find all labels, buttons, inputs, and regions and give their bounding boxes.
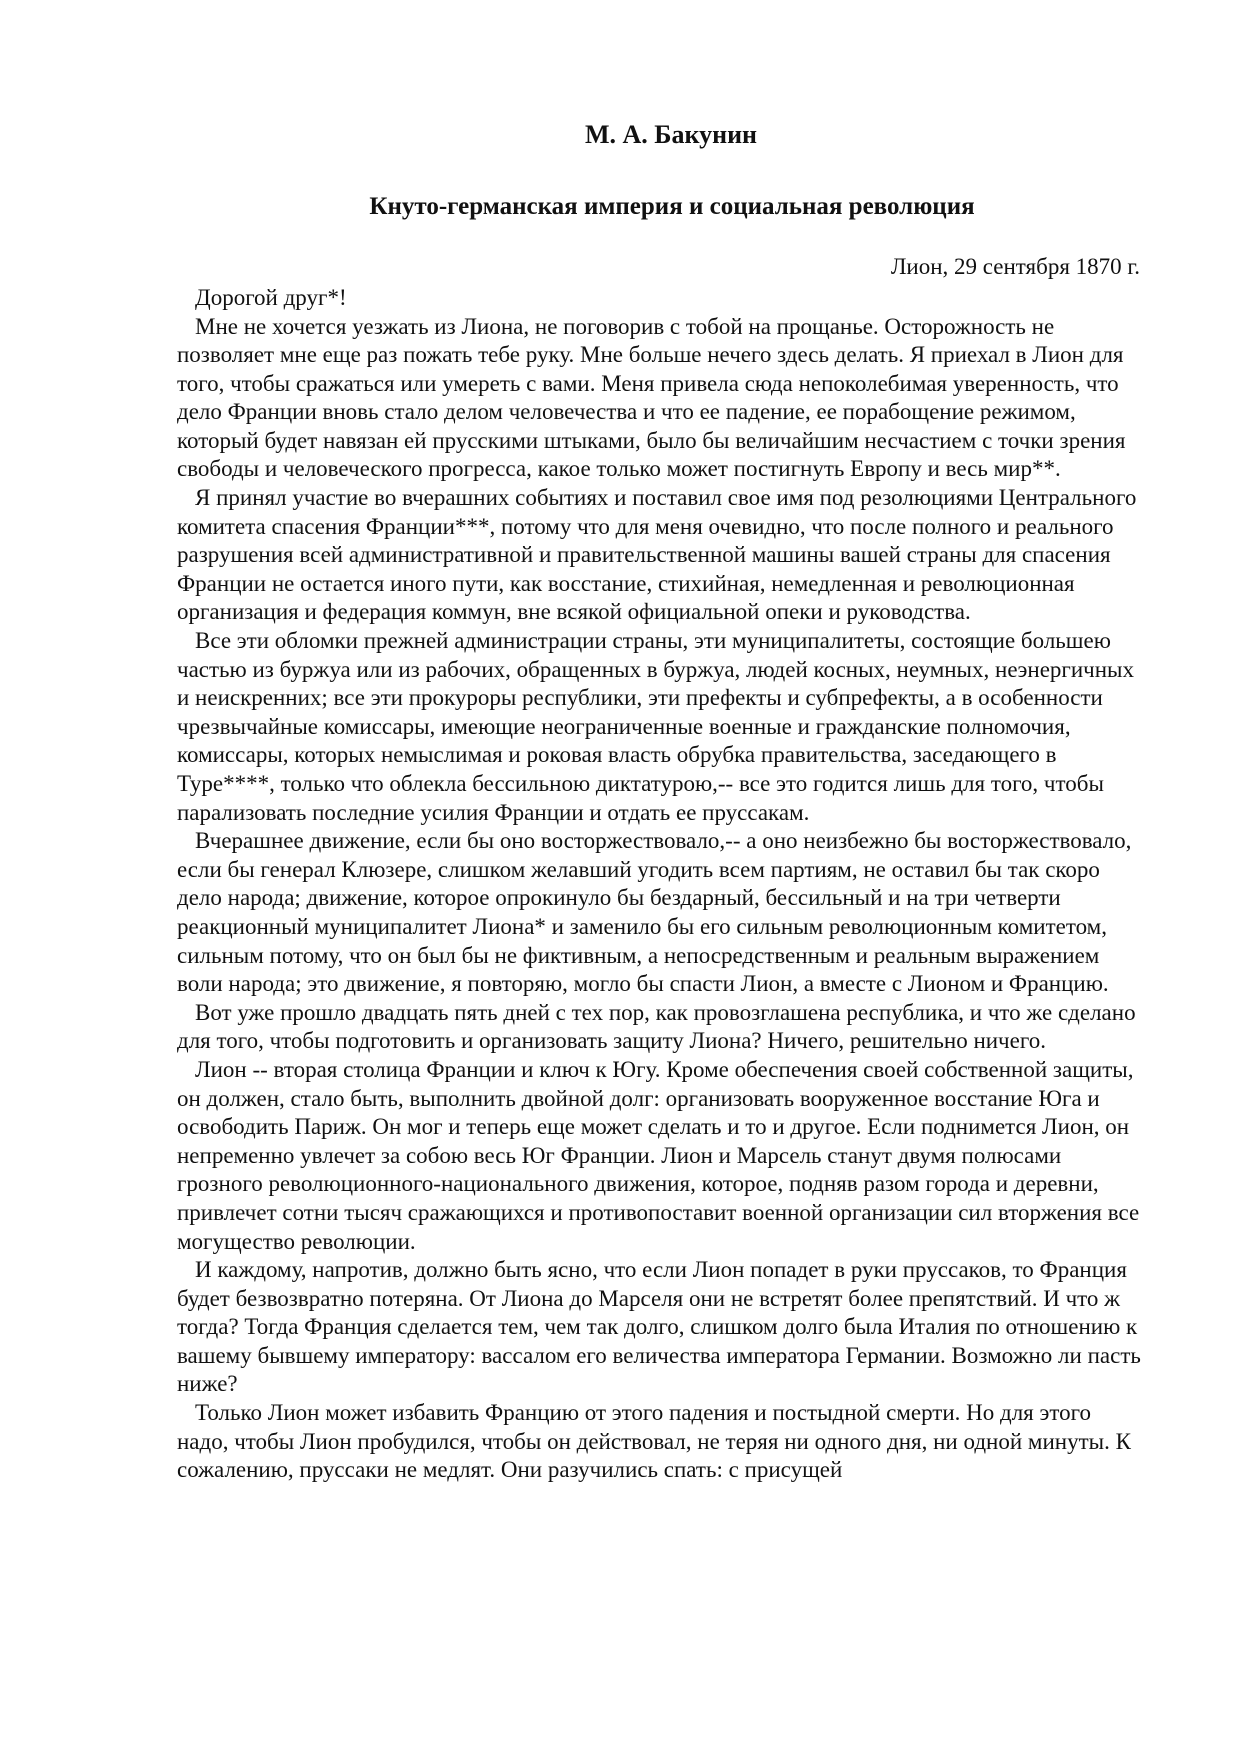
body-paragraph: Я принял участие во вчерашних событиях и поставил свое имя под резолюциями Центрального комитета спасения Франции***, потому что для меня очевидно, что после полного и реального разрушения всей административной и правительственной машины вашей страны для спасения Франции не остается иного пути, как восстание, стихийная, немедленная и революционная организация и федерация коммун, вне всякой официальной опеки и руководства. <box>177 485 1137 625</box>
body-paragraph: Лион -- вторая столица Франции и ключ к Югу. Кроме обеспечения своей собственной защиты, он должен, стало быть, выполнить двойной долг: организовать вооруженное восстание Юга и освободить Париж. Он мог и теперь еще может сделать и то и другое. Если поднимется Лион, он непременно увлечет за собою весь Юг Франции. Лион и Марсель станут двумя полюсами грозного революционного-национального движения, которое, подняв разом города и деревни, привлечет сотни тысяч сражающихся и противопоставит военной организации сил вторжения все могущество революции. <box>177 1056 1140 1254</box>
salutation: Дорогой друг*! <box>195 285 347 310</box>
body-paragraph: Вот уже прошло двадцать пять дней с тех пор, как провозглашена республика, и что же сделано для того, чтобы подготовить и организовать защиту Лиона? Ничего, решительно ничего. <box>177 999 1136 1054</box>
author-name: М. А. Бакунин <box>584 120 758 149</box>
body-paragraph: И каждому, напротив, должно быть ясно, что если Лион попадет в руки пруссаков, то Франция будет безвозвратно потеряна. От Лиона до Марселя они не встретят более препятствий. И что ж тогда? Тогда Франция сделается тем, чем так долго, слишком долго была Италия по отношению к вашему бывшему императору: вассалом его величества императора Германии. Возможно ли пасть ниже? <box>177 1257 1141 1397</box>
body-paragraph: Мне не хочется уезжать из Лиона, не поговорив с тобой на прощанье. Осторожность не позволяет мне еще раз пожать тебе руку. Мне больше нечего здесь делать. Я приехал в Лион для того, чтобы сражаться или умереть с вами. Меня привела сюда непоколебимая уверенность, что дело Франции вновь стало делом человечества и что ее падение, ее порабощение режимом, который будет навязан ей прусскими штыками, было бы величайшим несчастием с точки зрения свободы и человеческого прогресса, какое только может постигнуть Европу и весь мир**. <box>177 313 1126 482</box>
document-title: Кнуто-германская империя и социальная революция <box>369 193 975 220</box>
document-page <box>177 118 1145 1485</box>
dateline: Лион, 29 сентября 1870 г. <box>890 254 1140 279</box>
body-paragraph: Вчерашнее движение, если бы оно восторжествовало,-- а оно неизбежно бы восторжествовало, если бы генерал Клюзере, слишком желавший угодить всем партиям, не оставил бы так скоро дело народа; движение, которое опрокинуло бы бездарный, бессильный и на три четверти реакционный муниципалитет Лиона* и заменило бы его сильным революционным комитетом, сильным потому, что он был бы не фиктивным, а непосредственным и реальным выражением воли народа; это движение, я повторяю, могло бы спасти Лион, а вместе с Лионом и Францию. <box>177 828 1132 997</box>
body-paragraph: Все эти обломки прежней администрации страны, эти муниципалитеты, состоящие большею частью из буржуа или из рабочих, обращенных в буржуа, людей косных, неумных, неэнергичных и неискренних; все эти прокуроры республики, эти префекты и субпрефекты, а в особенности чрезвычайные комиссары, имеющие неограниченные военные и гражданские полномочия, комиссары, которых немыслимая и роковая власть обрубка правительства, заседающего в Туре****, только что облекла бессильною диктатурою,-- все это годится лишь для того, чтобы парализовать последние усилия Франции и отдать ее пруссакам. <box>177 628 1134 825</box>
body-paragraph: Только Лион может избавить Францию от этого падения и постыдной смерти. Но для этого надо, чтобы Лион пробудился, чтобы он действовал, не теряя ни одного дня, ни одной минуты. К сожалению, пруссаки не медлят. Они разучились спать: с присущей <box>177 1400 1131 1483</box>
